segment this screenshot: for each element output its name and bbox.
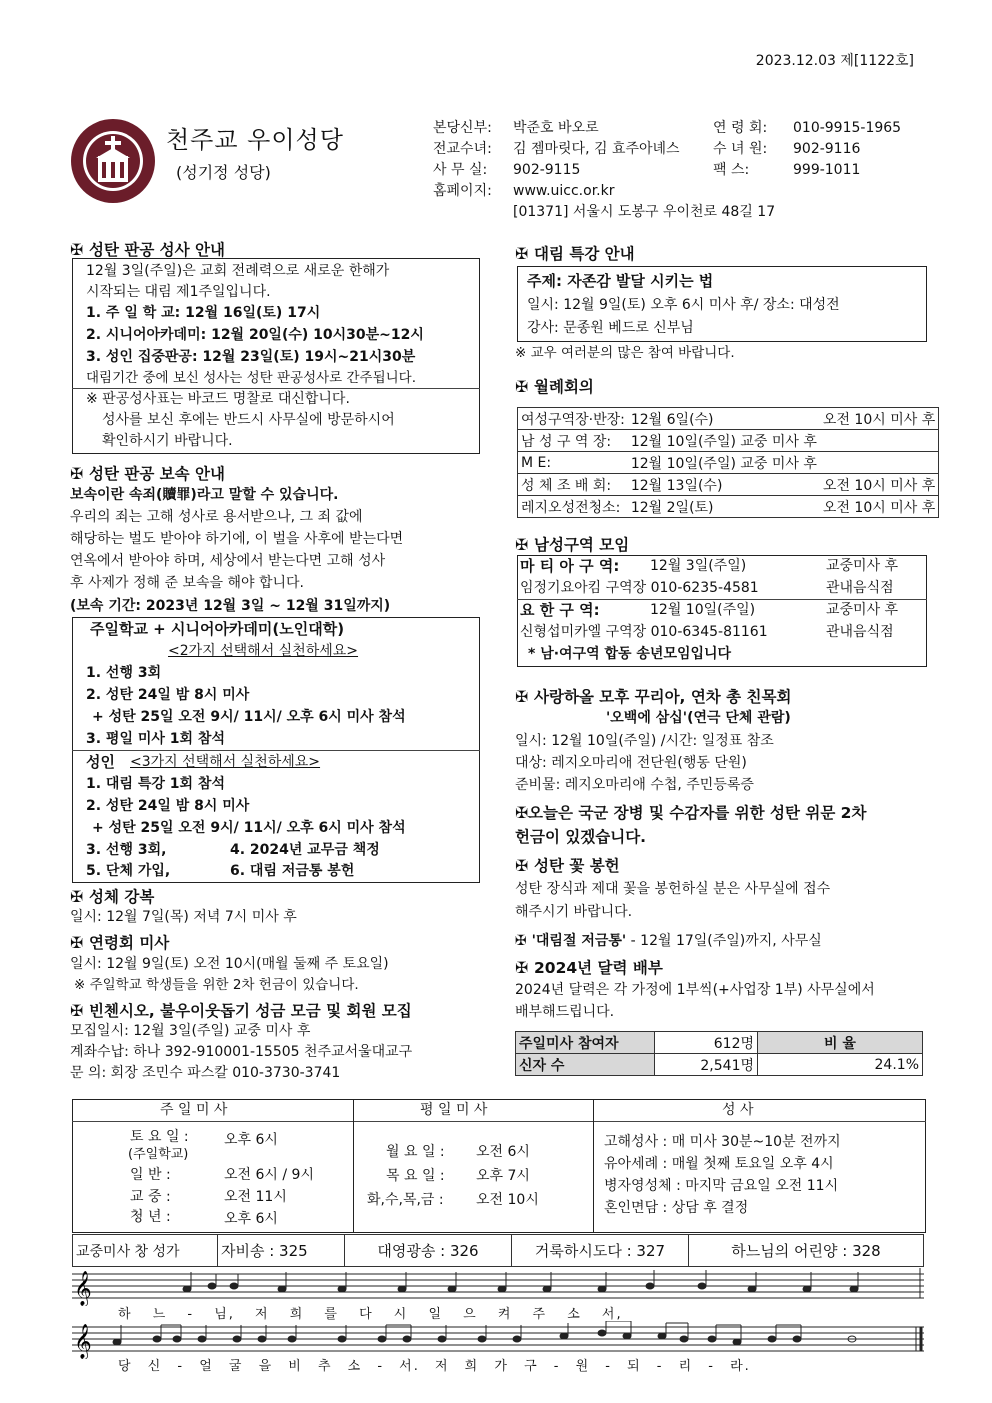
address: [01371] 서울시 도봉구 우이천로 48길 17	[513, 204, 776, 220]
issue-date: 2023.12.03 제[1122호]	[755, 53, 914, 69]
table-row: 주일미사 참여자 612명 비 율	[516, 1032, 923, 1054]
table-row: 레지오성전청소: 12월 2일(토) 오전 10시 미사 후	[518, 496, 939, 518]
svg-text:𝄞: 𝄞	[74, 1324, 92, 1359]
homepage-link[interactable]: www.uicc.or.kr	[513, 183, 615, 199]
table-row: 신자 수 2,541명 24.1%	[516, 1054, 923, 1076]
council-mass-title: ✠ 연령회 미사	[70, 934, 170, 952]
music-staff-2	[72, 1321, 924, 1359]
lyric-line-1: 하 느 - 님, 저 희 를 다 시 일 으 켜 주 소 서,	[118, 1307, 623, 1322]
advent-lecture-title: ✠ 대림 특강 안내	[515, 245, 635, 263]
table-row: M E: 12월 10일(주일) 교중 미사 후	[518, 452, 939, 474]
hymn-table	[72, 1234, 924, 1267]
vincent-title: ✠ 빈첸시오, 불우이웃돕기 성금 모금 및 회원 모집	[70, 1002, 412, 1020]
mary-title: ✠ 사랑하올 모후 꾸리아, 연차 총 친목회	[515, 688, 792, 706]
penance-title: ✠ 성탄 판공 보속 안내	[70, 465, 225, 483]
savings-notice: ✠ '대림절 저금통' - 12월 17일(주일)까지, 사무실	[515, 933, 822, 949]
info-row-1: 본당신부: 박준호 바오로 연 령 회: 010-9915-1965	[433, 120, 902, 136]
men-district-title: ✠ 남성구역 모임	[515, 536, 630, 554]
stats-table	[515, 1031, 923, 1076]
calendar-title: ✠ 2024년 달력 배부	[515, 959, 663, 977]
table-row: 여성구역장·반장: 12월 6일(수) 오전 10시 미사 후	[518, 408, 939, 430]
church-name: 천주교 우이성당	[166, 126, 344, 154]
church-subtitle: (성기정 성당)	[176, 163, 271, 182]
church-seal-icon	[70, 118, 156, 204]
info-row-4: 홈페이지: www.uicc.or.kr	[433, 183, 615, 199]
confession-title: ✠ 성탄 판공 성사 안내	[70, 241, 225, 259]
table-row: 성 체 조 배 회: 12월 13일(수) 오전 10시 미사 후	[518, 474, 939, 496]
info-row-2: 전교수녀: 김 젬마릿다, 김 효주아녜스 수 녀 원: 902-9116	[433, 141, 861, 157]
blessing-title: ✠ 성체 강복	[70, 888, 155, 906]
table-row: 교중미사 창 성가 자비송 : 325 대영광송 : 326 거룩하시도다 : 327 하느님의 어린양 : 328	[73, 1235, 924, 1267]
flowers-title: ✠ 성탄 꽃 봉헌	[515, 857, 620, 875]
monthly-title: ✠ 월례회의	[515, 378, 594, 396]
lyric-line-2: 당 신 - 얼 굴 을 비 추 소 - 서. 저 희 가 구 - 원 - 되 - 리 - 라.	[118, 1359, 751, 1374]
info-row-3: 사 무 실: 902-9115 팩 스: 999-1011	[433, 162, 861, 178]
svg-text:𝄞: 𝄞	[74, 1271, 92, 1306]
monthly-table	[517, 407, 939, 518]
music-staff-1	[72, 1268, 924, 1306]
table-row: 남 성 구 역 장: 12월 10일(주일) 교중 미사 후	[518, 430, 939, 452]
